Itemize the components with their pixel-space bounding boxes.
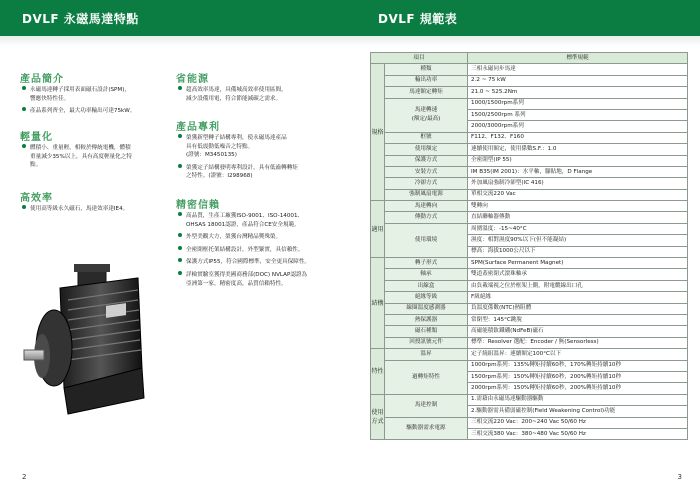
value-cell: F112、F132、F160 — [468, 132, 688, 143]
header-item: 項目 — [371, 53, 468, 64]
bullet-list — [178, 212, 343, 292]
table-row — [371, 178, 688, 189]
table-row — [371, 166, 688, 177]
bullet-text: 保護方式IP55，符合國際標準，安全更具保障性。 — [186, 259, 311, 266]
value-cell: 2000/3000rpm系列 — [468, 121, 688, 132]
bullet-item — [178, 271, 343, 288]
value-cell: 1500/2500rpm 系列 — [468, 109, 688, 120]
bullet-dot-icon — [178, 134, 182, 138]
item-cell: 驅動器需求電源 — [385, 417, 468, 440]
category-cell: 特性 — [371, 349, 385, 395]
bullet-dot-icon — [22, 144, 26, 148]
bullet-item — [178, 86, 343, 103]
bullet-item — [22, 86, 170, 103]
table-row — [371, 349, 688, 360]
value-cell: 周圍溫度：-15~40°C — [468, 223, 688, 234]
table-row — [371, 258, 688, 269]
value-cell: 2000rpm系列：150%轉矩持續60秒，200%轉矩持續10秒 — [468, 383, 688, 394]
bullet-dot-icon — [178, 233, 182, 237]
item-cell: 保護方式 — [385, 155, 468, 166]
bullet-dot-icon — [178, 212, 182, 216]
table-row — [371, 189, 688, 200]
bullet-text: 使用高等級永久磁石，馬達效率達IE4。 — [30, 206, 129, 212]
bullet-text: 之特性。(證號：I298968) — [186, 173, 253, 180]
bullet-text: 永磁馬達轉子採用表面磁石設計(SPM)， — [30, 87, 131, 93]
table-row — [371, 360, 688, 371]
section-heading: 產品專利 — [176, 122, 220, 133]
item-cell: 使用額定 — [385, 144, 468, 155]
section-heading: 省能源 — [176, 74, 209, 85]
item-cell: 溫昇 — [385, 349, 468, 360]
bullet-text: 亞洲第一家，精密度高，品質信賴特性。 — [186, 280, 287, 287]
item-cell: 框號 — [385, 132, 468, 143]
bullet-dot-icon — [22, 107, 26, 111]
item-cell: 馬達轉向 — [385, 201, 468, 212]
category-cell: 使用方式 — [371, 394, 385, 440]
bullet-item — [178, 233, 343, 242]
value-cell: 單相交流220 Vac — [468, 189, 688, 200]
bullet-dot-icon — [178, 246, 182, 250]
table-row — [371, 337, 688, 348]
bullet-list — [178, 134, 343, 185]
table-row — [371, 326, 688, 337]
value-cell: 2.2 ~ 75 kW — [468, 75, 688, 86]
bullet-dot-icon — [178, 271, 182, 275]
item-cell: 馬達額定轉矩 — [385, 87, 468, 98]
spec-table-header — [371, 53, 688, 64]
value-cell: 外加風扇強制冷卻型(IC 416) — [468, 178, 688, 189]
bullet-item — [178, 246, 343, 255]
section-heading: 高效率 — [20, 193, 53, 204]
value-cell: 標準：Resolver 選配：Encoder / 無(Sensorless) — [468, 337, 688, 348]
item-cell: 絕緣等級 — [385, 292, 468, 303]
table-row — [371, 280, 688, 291]
item-cell: 轉子形式 — [385, 258, 468, 269]
table-row — [371, 394, 688, 405]
item-cell: 使用環境 — [385, 223, 468, 257]
bullet-dot-icon — [178, 86, 182, 90]
left-page-number: 2 — [22, 473, 27, 481]
value-cell: 1500rpm系列：150%轉矩持續60秒，200%轉矩持續10秒 — [468, 371, 688, 382]
bullet-text: 產品系列齊全，最大功率輸出可達75kW。 — [30, 108, 136, 115]
bullet-item — [22, 205, 170, 214]
item-cell: 輸出功率 — [385, 75, 468, 86]
value-cell: F級絕緣 — [468, 292, 688, 303]
item-cell: 回授訊號元件 — [385, 337, 468, 348]
value-cell: 直結聯軸器傳動 — [468, 212, 688, 223]
bullet-text: 點。 — [30, 162, 42, 169]
bullet-item — [178, 212, 343, 229]
bullet-text: 減少設備用電，符合節能減碳之需求。 — [186, 95, 282, 102]
right-page-number: 3 — [677, 473, 682, 481]
value-cell: IM B35(IM 2001)：水平軸，腳貼地，D Flange — [468, 166, 688, 177]
right-page — [350, 0, 700, 495]
value-cell: 雙道蓋密閉式滾珠軸承 — [468, 269, 688, 280]
bullet-text: 具有低震動低噪音之特點。 — [186, 143, 254, 150]
value-cell: 負溫度係數(NTC)熱阻體 — [468, 303, 688, 314]
table-row — [371, 212, 688, 223]
table-row — [371, 201, 688, 212]
value-cell: 高磁能積釹鐵硼(NdFeB)磁石 — [468, 326, 688, 337]
bullet-text: 外型美觀大方，榮獲台灣精品獎殊榮。 — [186, 234, 282, 241]
value-cell: 定子繞組溫昇：連續額定100°C以下 — [468, 349, 688, 360]
bullet-dot-icon — [178, 258, 182, 262]
section-heading: 精密信賴 — [176, 200, 220, 211]
item-cell: 冷卻方式 — [385, 178, 468, 189]
value-cell: 三相交流380 Vac：380~480 Vac 50/60 Hz — [468, 428, 688, 439]
right-banner — [350, 0, 700, 36]
bullet-list — [22, 86, 170, 120]
value-cell: 21.0 ~ 525.2Nm — [468, 87, 688, 98]
category-cell: 適用 — [371, 201, 385, 258]
table-row — [371, 292, 688, 303]
section-heading: 產品簡介 — [20, 74, 64, 85]
category-cell: 結構 — [371, 258, 385, 349]
item-cell: 軸承 — [385, 269, 468, 280]
right-page-title: DVLF 規範表 — [378, 12, 458, 26]
bullet-text: 體積小、重量輕，相較於傳統電機，體積 — [30, 145, 131, 151]
bullet-text: 榮獲新型轉子結構專利，使永磁馬達產品 — [186, 135, 287, 141]
table-row — [371, 417, 688, 428]
value-cell: 三相永磁同步馬達 — [468, 64, 688, 75]
header-standard: 標準規範 — [468, 53, 688, 64]
bullet-text: OHSAS 18001認證，產品符合CE安全規範。 — [186, 221, 300, 228]
item-cell: 種類 — [385, 64, 468, 75]
left-banner — [0, 0, 350, 36]
item-cell: 線圈溫度感測器 — [385, 303, 468, 314]
item-cell: 馬達轉速 (額定/最高) — [385, 98, 468, 132]
value-cell: 由負載端視之位於框架上側，附電纜線出口孔 — [468, 280, 688, 291]
bullet-list — [22, 144, 170, 174]
table-row — [371, 223, 688, 234]
bullet-item — [178, 258, 343, 267]
left-page-title: DVLF 永磁馬達特點 — [22, 12, 139, 26]
spec-table — [370, 52, 688, 440]
banner-stripe — [350, 36, 700, 46]
bullet-text: 超高效率馬達，具備城高效率使用區間， — [186, 87, 287, 93]
bullet-dot-icon — [22, 86, 26, 90]
bullet-item — [178, 134, 343, 160]
value-cell: 標高：海拔1000公尺以下 — [468, 246, 688, 257]
bullet-text: 響應快特性佳。 — [30, 95, 70, 102]
table-row — [371, 98, 688, 109]
value-cell: 常閉型：145°C跳脫 — [468, 314, 688, 325]
table-row — [371, 87, 688, 98]
table-row — [371, 64, 688, 75]
bullet-text: 榮獲定子結構發明專利設計，具有低齒轉轉矩 — [186, 164, 298, 171]
item-cell: 磁石種類 — [385, 326, 468, 337]
item-cell: 傳動方式 — [385, 212, 468, 223]
item-cell: 熱保護器 — [385, 314, 468, 325]
item-cell: 安裝方式 — [385, 166, 468, 177]
value-cell: SPM(Surface Permanent Magnet) — [468, 258, 688, 269]
table-row — [371, 269, 688, 280]
bullet-item — [22, 144, 170, 170]
table-row — [371, 303, 688, 314]
bullet-text: (證號：M3450135) — [186, 152, 237, 159]
servo-motor-photo — [20, 248, 150, 428]
item-cell: 強制風扇電源 — [385, 189, 468, 200]
item-cell: 馬達控制 — [385, 394, 468, 417]
bullet-dot-icon — [22, 205, 26, 209]
value-cell: 濕度：相對濕度90%以下(但不能凝結) — [468, 235, 688, 246]
table-row — [371, 144, 688, 155]
item-cell: 出線盒 — [385, 280, 468, 291]
value-cell: 三相交流220 Vac：200~240 Vac 50/60 Hz — [468, 417, 688, 428]
table-row — [371, 155, 688, 166]
section-heading: 輕量化 — [20, 132, 53, 143]
banner-stripe — [0, 36, 350, 46]
bullet-dot-icon — [178, 164, 182, 168]
value-cell: 雙轉向 — [468, 201, 688, 212]
bullet-text: 高品質，生產工廠獲ISO-9001、ISO-14001、 — [186, 213, 304, 219]
item-cell: 過轉矩特性 — [385, 360, 468, 394]
category-cell: 規格 — [371, 64, 385, 201]
value-cell: 1000/1500rpm系列 — [468, 98, 688, 109]
table-row — [371, 75, 688, 86]
table-row — [371, 314, 688, 325]
bullet-text: 詳檢實驗室獲得美國商務部(DOC) NVLAP認證為 — [186, 271, 308, 278]
bullet-text: 全密閉框托架結構設計，外型緊實，具信賴性。 — [186, 246, 304, 253]
table-row — [371, 132, 688, 143]
value-cell: 全密閉型(IP 55) — [468, 155, 688, 166]
bullet-list — [178, 86, 343, 107]
bullet-text: 重量減少35%以上，具有高度輕量化之特 — [30, 153, 132, 160]
value-cell: 1.需藉由永磁馬達驅動器驅動 — [468, 394, 688, 405]
bullet-item — [178, 164, 343, 181]
value-cell: 1000rpm系列：135%轉矩持續60秒，170%轉矩持續10秒 — [468, 360, 688, 371]
bullet-list — [22, 205, 170, 218]
value-cell: 2.驅動器需具備弱磁控制(Field Weakening Control)功能 — [468, 406, 688, 417]
bullet-item — [22, 107, 170, 116]
value-cell: 連續使用額定，使用係數S.F.：1.0 — [468, 144, 688, 155]
